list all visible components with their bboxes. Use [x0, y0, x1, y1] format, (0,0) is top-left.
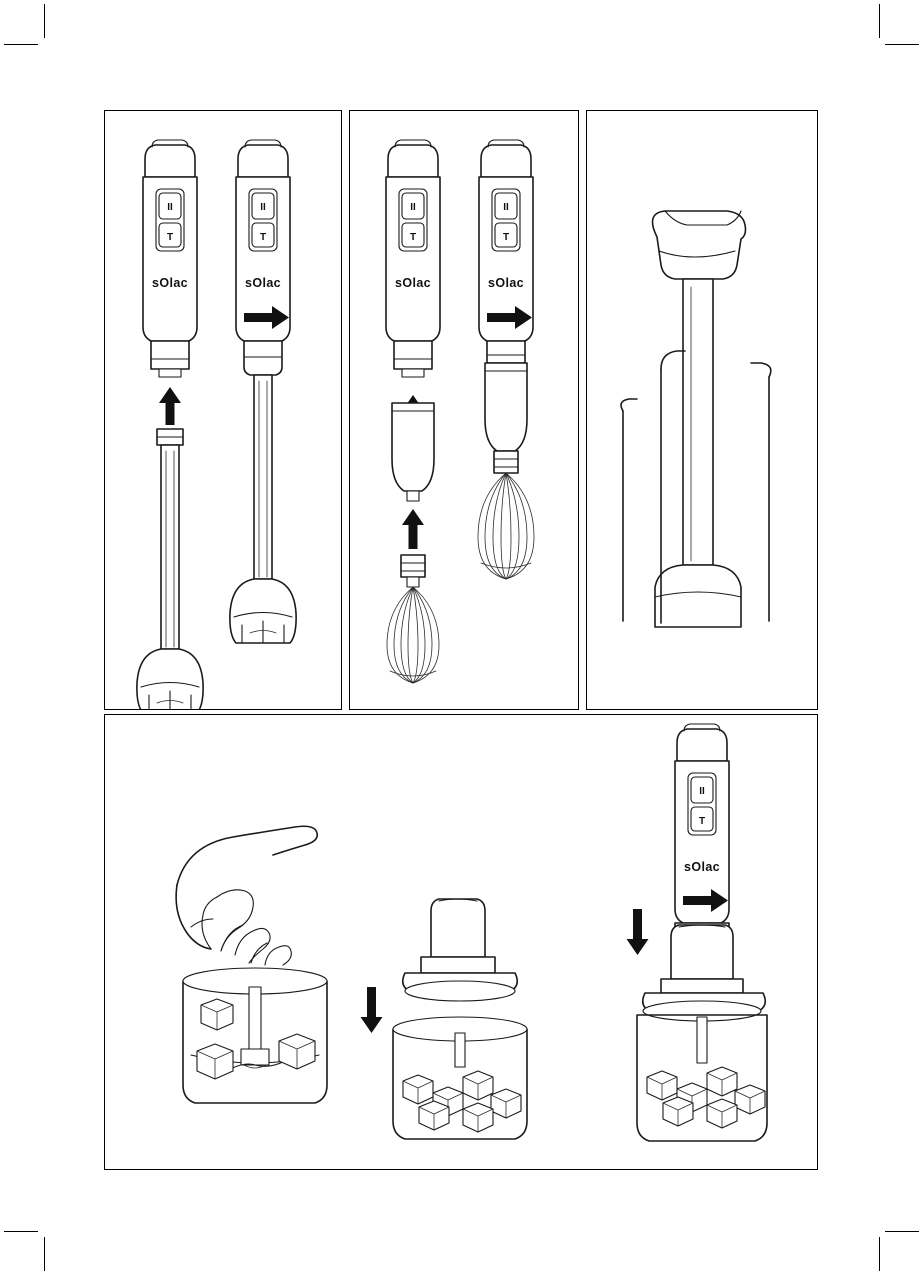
ice-cubes	[647, 1067, 765, 1128]
speed-button-glyph: II	[699, 786, 705, 797]
figure-motor-body-detached	[137, 140, 203, 709]
ice-cubes	[403, 1071, 521, 1132]
figure-motor-body-assembled	[230, 140, 296, 643]
turbo-button-glyph: T	[409, 232, 417, 243]
speed-button-glyph: II	[167, 202, 173, 213]
hook-right-top	[751, 363, 771, 377]
crop-mark-top-right-vertical	[879, 4, 880, 38]
arrow-up-attach-whisk	[402, 509, 424, 549]
brand-wordmark: sOlac	[244, 276, 282, 290]
panel-2-illustration	[350, 111, 578, 709]
panel-whisk-attachment	[349, 110, 579, 710]
panel-4-illustration	[105, 715, 817, 1169]
turbo-button-glyph: T	[698, 816, 706, 827]
panel-chopper-bowl-assembly	[104, 714, 818, 1170]
brand-wordmark: sOlac	[683, 860, 721, 874]
brand-wordmark: sOlac	[151, 276, 189, 290]
arrow-down-place-lid	[361, 987, 383, 1033]
panel-3-illustration	[587, 111, 817, 709]
turbo-button-glyph: T	[166, 232, 174, 243]
crop-mark-top-left-vertical	[44, 4, 45, 38]
arrow-down-attach-motor	[627, 909, 649, 955]
figure-whisk-assembled	[478, 140, 534, 579]
crop-mark-bottom-right-horizontal	[885, 1231, 919, 1232]
hook-left-top	[621, 399, 637, 411]
speed-button-glyph: II	[410, 202, 416, 213]
hook-center-top	[661, 351, 685, 369]
brand-wordmark: sOlac	[394, 276, 432, 290]
figure-motor-on-chopper	[627, 724, 768, 1141]
figure-storage-stand	[621, 211, 771, 627]
whisk-wires	[387, 587, 439, 683]
speed-button-glyph: II	[503, 202, 509, 213]
arrow-up-attach	[159, 387, 181, 425]
turbo-button-glyph: T	[259, 232, 267, 243]
brand-wordmark: sOlac	[487, 276, 525, 290]
speed-button-glyph: II	[260, 202, 266, 213]
figure-lid-lowering	[361, 899, 528, 1139]
crop-mark-top-right-horizontal	[885, 44, 919, 45]
panel-blender-foot-attachment	[104, 110, 342, 710]
crop-mark-bottom-left-vertical	[44, 1237, 45, 1271]
figure-whisk-detached	[386, 140, 440, 683]
crop-mark-bottom-left-horizontal	[4, 1231, 38, 1232]
panel-1-illustration	[105, 111, 341, 709]
whisk-wires	[478, 473, 534, 579]
turbo-button-glyph: T	[502, 232, 510, 243]
crop-mark-bottom-right-vertical	[879, 1237, 880, 1271]
panel-wall-bracket-storage-holder	[586, 110, 818, 710]
crop-mark-top-left-horizontal	[4, 44, 38, 45]
figure-hand-placing-blade	[176, 826, 327, 1103]
